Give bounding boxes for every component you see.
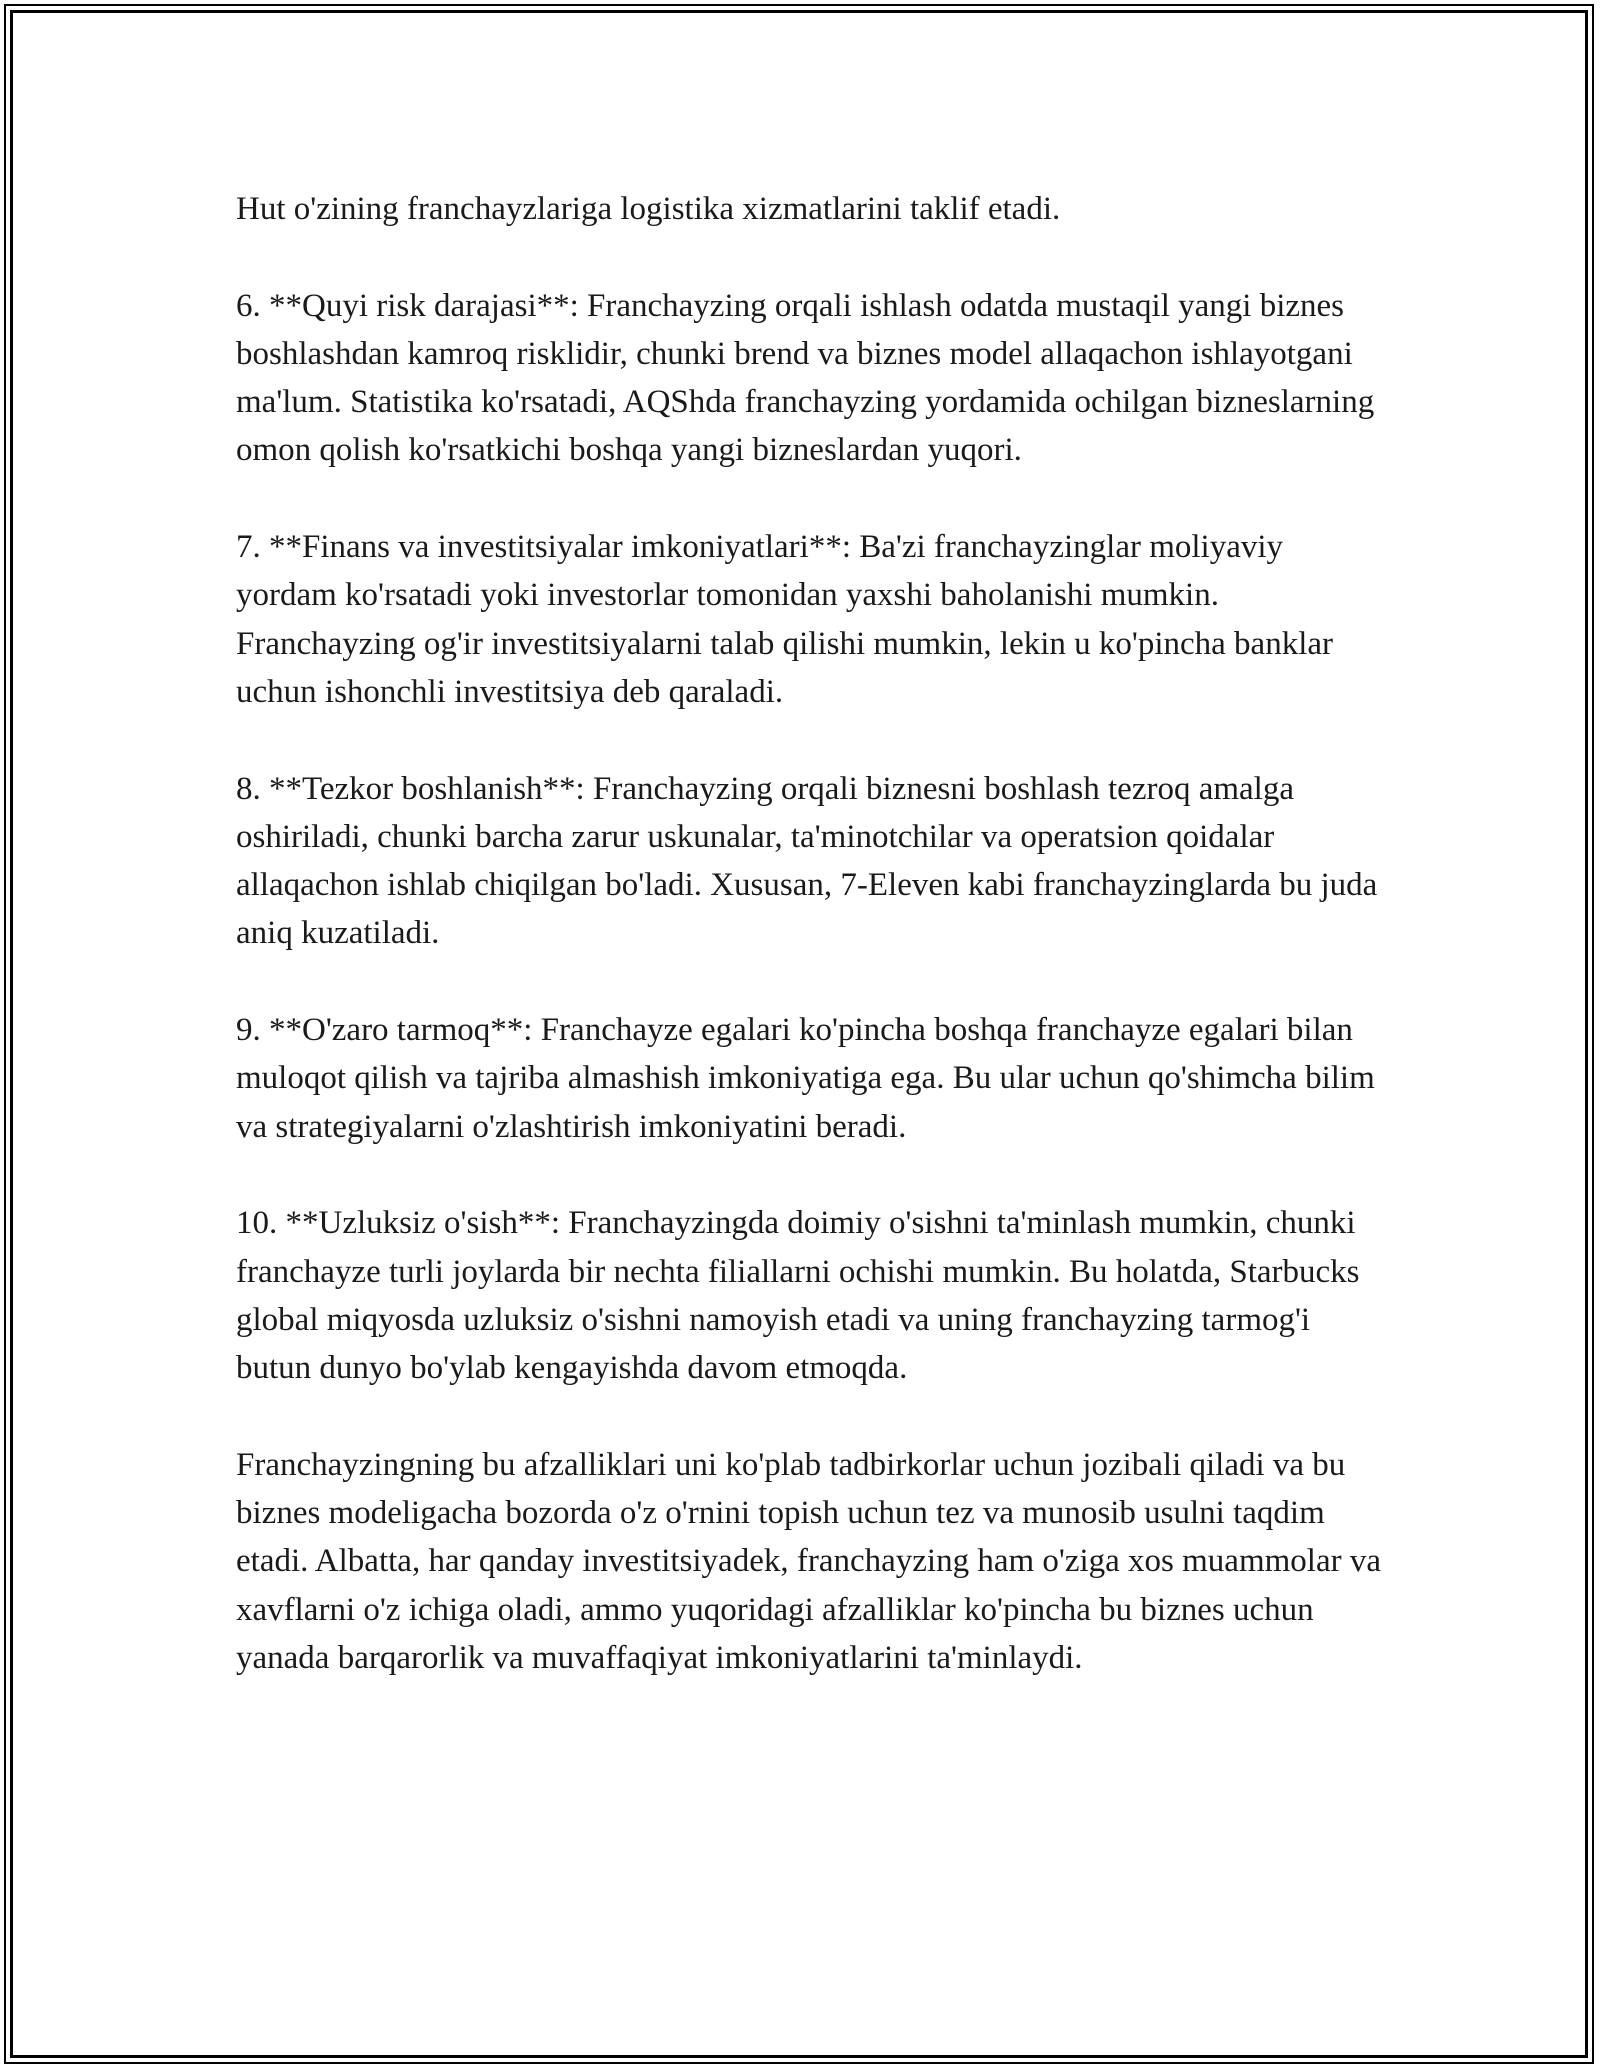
paragraph-conclusion: Franchayzingning bu afzalliklari uni ko'plab tadbirkorlar uchun jozibali qiladi va bu biznes modeligacha bozorda o'z o'rnini topish uchun tez va munosib usulni taqdim etadi. Albatta, har qanday investitsiyadek, franchayzing ham o'ziga xos muammolar va xavflarni o'z ichiga oladi, ammo yuqoridagi afzalliklar ko'pincha bu biznes uchun yanada barqarorlik va muvaffaqiyat imkoniyatlarini ta'minlaydi.: [236, 1446, 1381, 1676]
paragraph-item-9-network: 9. **O'zaro tarmoq**: Franchayze egalari ko'pincha boshqa franchayze egalari bilan muloqot qilish va tajriba almashish imkoniyatiga ega. Bu ular uchun qo'shimcha bilim va strategiyalarni o'zlashtirish imkoniyatini beradi.: [236, 1012, 1375, 1145]
paragraph-item-7-finance: 7. **Finans va investitsiyalar imkoniyatlari**: Ba'zi franchayzinglar moliyaviy yordam ko'rsatadi yoki investorlar tomonidan yaxshi baholanishi mumkin. Franchayzing og'ir investitsiyalarni talab qilishi mumkin, lekin u ko'pincha banklar uchun ishonchli investitsiya deb qaraladi.: [236, 529, 1333, 710]
paragraph-item-6-low-risk: 6. **Quyi risk darajasi**: Franchayzing orqali ishlash odatda mustaqil yangi biznes boshlashdan kamroq risklidir, chunki brend va biznes model allaqachon ishlayotgani ma'lum. Statistika ko'rsatadi, AQShda franchayzing yordamida ochilgan bizneslarning omon qolish ko'rsatkichi boshqa yangi bizneslardan yuqori.: [236, 287, 1375, 469]
paragraph-item-10-growth: 10. **Uzluksiz o'sish**: Franchayzingda doimiy o'sishni ta'minlash mumkin, chunki franchayze turli joylarda bir nechta filiallarni ochishi mumkin. Bu holatda, Starbucks global miqyosda uzluksiz o'sishni namoyish etadi va uning franchayzing tarmog'i butun dunyo bo'ylab kengayishda davom etmoqda.: [236, 1205, 1360, 1387]
paragraph-intro-continuation: Hut o'zining franchayzlariga logistika xizmatlarini taklif etadi.: [236, 191, 1061, 227]
document-body: [236, 185, 1386, 1682]
paragraph-item-8-quick-start: 8. **Tezkor boshlanish**: Franchayzing orqali biznesni boshlash tezroq amalga oshiriladi, chunki barcha zarur uskunalar, ta'minotchilar va operatsion qoidalar allaqachon ishlab chiqilgan bo'ladi. Xususan, 7-Eleven kabi franchayzinglarda bu juda aniq kuzatiladi.: [236, 770, 1378, 952]
